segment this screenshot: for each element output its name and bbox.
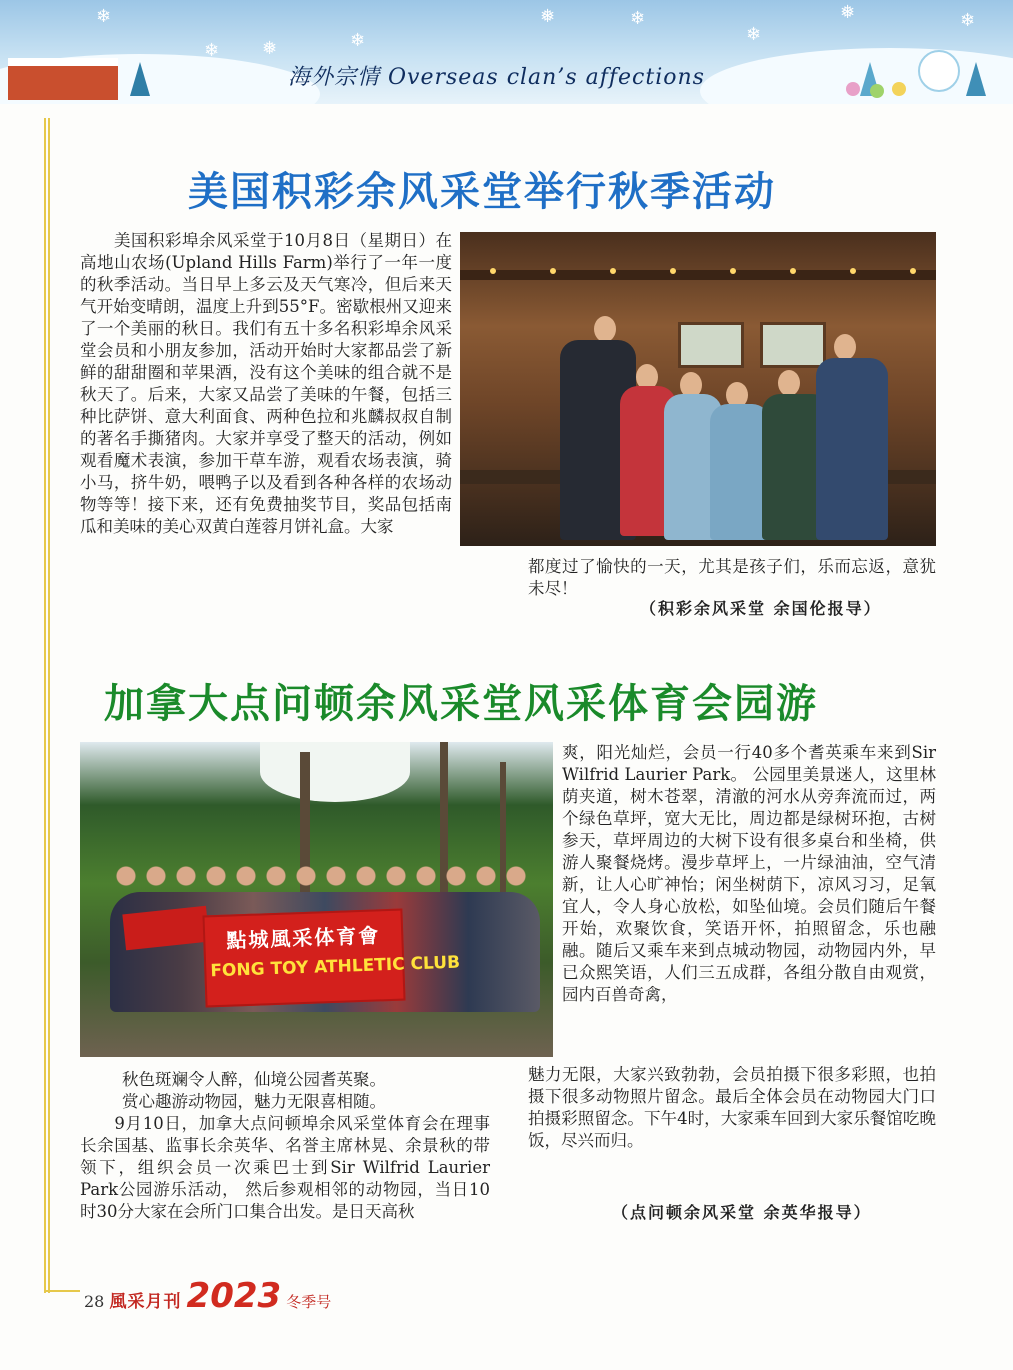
article2-title: 加拿大点问顿余风采堂风采体育会园游	[104, 681, 818, 727]
snowflake-icon: ❄	[746, 24, 762, 45]
decorative-rule	[44, 118, 50, 1293]
snowflake-icon: ❄	[630, 8, 646, 29]
ornament-icon	[892, 82, 906, 96]
photo-detail	[490, 268, 496, 274]
photo-detail	[678, 322, 744, 368]
article2-byline: （点问顿余风采堂 余英华报导）	[612, 1203, 872, 1222]
issue-season: 冬季号	[286, 1293, 332, 1311]
club-banner	[202, 909, 461, 1008]
page-footer	[84, 1276, 331, 1316]
article2-poem	[122, 1069, 386, 1113]
snowflake-icon: ❄	[204, 40, 220, 61]
photo-detail	[760, 322, 826, 368]
photo-detail	[460, 270, 936, 280]
snowy-house-icon	[8, 58, 118, 100]
page-number: 28	[84, 1292, 105, 1311]
article2-body-right: 爽，阳光灿烂，会员一行40多个耆英乘车来到Sir Wilfrid Laurier Park。 公园里美景迷人，这里林荫夹道，树木苍翠，清澈的河水从旁奔流而过，两个绿色草坪，宽大无比，周边都是绿树环抱，古树参天，草坪周边的大树下设有很多桌台和坐椅，供游人聚餐烧烤。漫步草坪上，一片绿油油，空气清新，让人心旷神怡；闲坐树荫下，凉风习习，足氧宜人，令人身心放松，如坠仙境。会员们随后午餐开始，欢聚饮食，笑语开怀，拍照留念，乐也融融。随后又乘车来到点城动物园，动物园内外，早已众熙笑语，人们三五成群，各组分散自由观赏，园内百兽奇禽，	[562, 743, 936, 1004]
photo-detail	[670, 268, 676, 274]
photo-detail	[910, 268, 916, 274]
header-banner	[0, 0, 1013, 104]
article1-body-continued: 都度过了愉快的一天，尤其是孩子们，乐而忘返，意犹未尽！	[528, 557, 936, 598]
poem-line: 赏心趣游动物园，魅力无限喜相随。	[122, 1092, 386, 1111]
snowflake-icon: ❄	[350, 30, 366, 51]
article1-body: 美国积彩埠余风采堂于10月8日（星期日）在高地山农场(Upland Hills Farm)举行了一年一度的秋季活动。当日早上多云及天气寒冷，但后来天气开始变晴朗，温度上升到55°F。密歇根州又迎来了一个美丽的秋日。我们有五十多名积彩埠余风采堂会员和小朋友参加，活动开始时大家都品尝了新鲜的甜甜圈和苹果酒，没有这个美味的组合就不是秋天了。后来，大家又品尝了美味的午餐，包括三种比萨饼、意大利面食、两种色拉和兆麟叔叔自制的著名手撕猪肉。大家并享受了整天的活动，例如观看魔术表演，参加干草车游，观看农场表演，骑小马，挤牛奶，喂鸭子以及看到各种各样的农场动物等等！接下来，还有免费抽奖节目，奖品包括南瓜和美味的美心双黄白莲蓉月饼礼盒。大家	[80, 231, 452, 536]
snowflake-icon: ❅	[840, 2, 856, 23]
section-title: 海外宗情 Overseas clan’s affections	[288, 65, 705, 90]
snowflake-icon: ❅	[540, 6, 556, 27]
snowflake-icon: ❅	[262, 38, 278, 59]
ornament-icon	[870, 84, 884, 98]
snowflake-icon: ❄	[960, 10, 976, 31]
photo-detail	[790, 268, 796, 274]
club-banner-chinese: 點城風采体育會	[225, 923, 381, 953]
snowman-icon	[918, 50, 960, 92]
ornament-icon	[846, 82, 860, 96]
article1-title: 美国积彩余风采堂举行秋季活动	[188, 169, 776, 215]
article2-body: 9月10日，加拿大点问顿埠余风采堂体育会在理事长余国基、监事长余英华、名誉主席林晃、余景秋的带领下，组织会员一次乘巴士到Sir Wilfrid Laurier Park公园游乐活动， 然后参观相邻的动物园，当日10时30分大家在会所门口集合出发。是日天高秋	[80, 1114, 490, 1221]
person-figure	[710, 404, 770, 540]
person-figure	[594, 316, 616, 342]
issue-year: 2023	[186, 1276, 282, 1316]
poem-line: 秋色斑斓令人醉，仙境公园耆英聚。	[122, 1070, 386, 1089]
person-figure	[778, 370, 800, 396]
photo-detail	[610, 268, 616, 274]
photo-detail	[850, 268, 856, 274]
person-figure	[816, 358, 888, 540]
photo-detail	[260, 742, 410, 802]
decorative-rule	[44, 1290, 80, 1292]
article2-body-right-continued: 魅力无限，大家兴致勃勃，会员拍摄下很多彩照，也拍摄下很多动物照片留念。最后全体会员在动物园大门口拍摄彩照留念。下午4时，大家乘车回到大家乐餐馆吃晚饭，尽兴而归。	[528, 1065, 936, 1150]
person-figure	[834, 334, 856, 360]
magazine-name: 風采月刊	[109, 1292, 182, 1312]
club-banner-english: FONG TOY ATHLETIC CLUB	[210, 952, 461, 982]
pine-tree-icon	[130, 62, 150, 96]
photo-detail	[730, 268, 736, 274]
article1-byline: （积彩余风采堂 余国伦报导）	[640, 599, 882, 618]
snowflake-icon: ❄	[96, 6, 112, 27]
photo-detail	[550, 268, 556, 274]
farm-group-photo	[460, 232, 936, 546]
park-group-photo	[80, 742, 553, 1057]
pine-tree-icon	[966, 62, 986, 96]
